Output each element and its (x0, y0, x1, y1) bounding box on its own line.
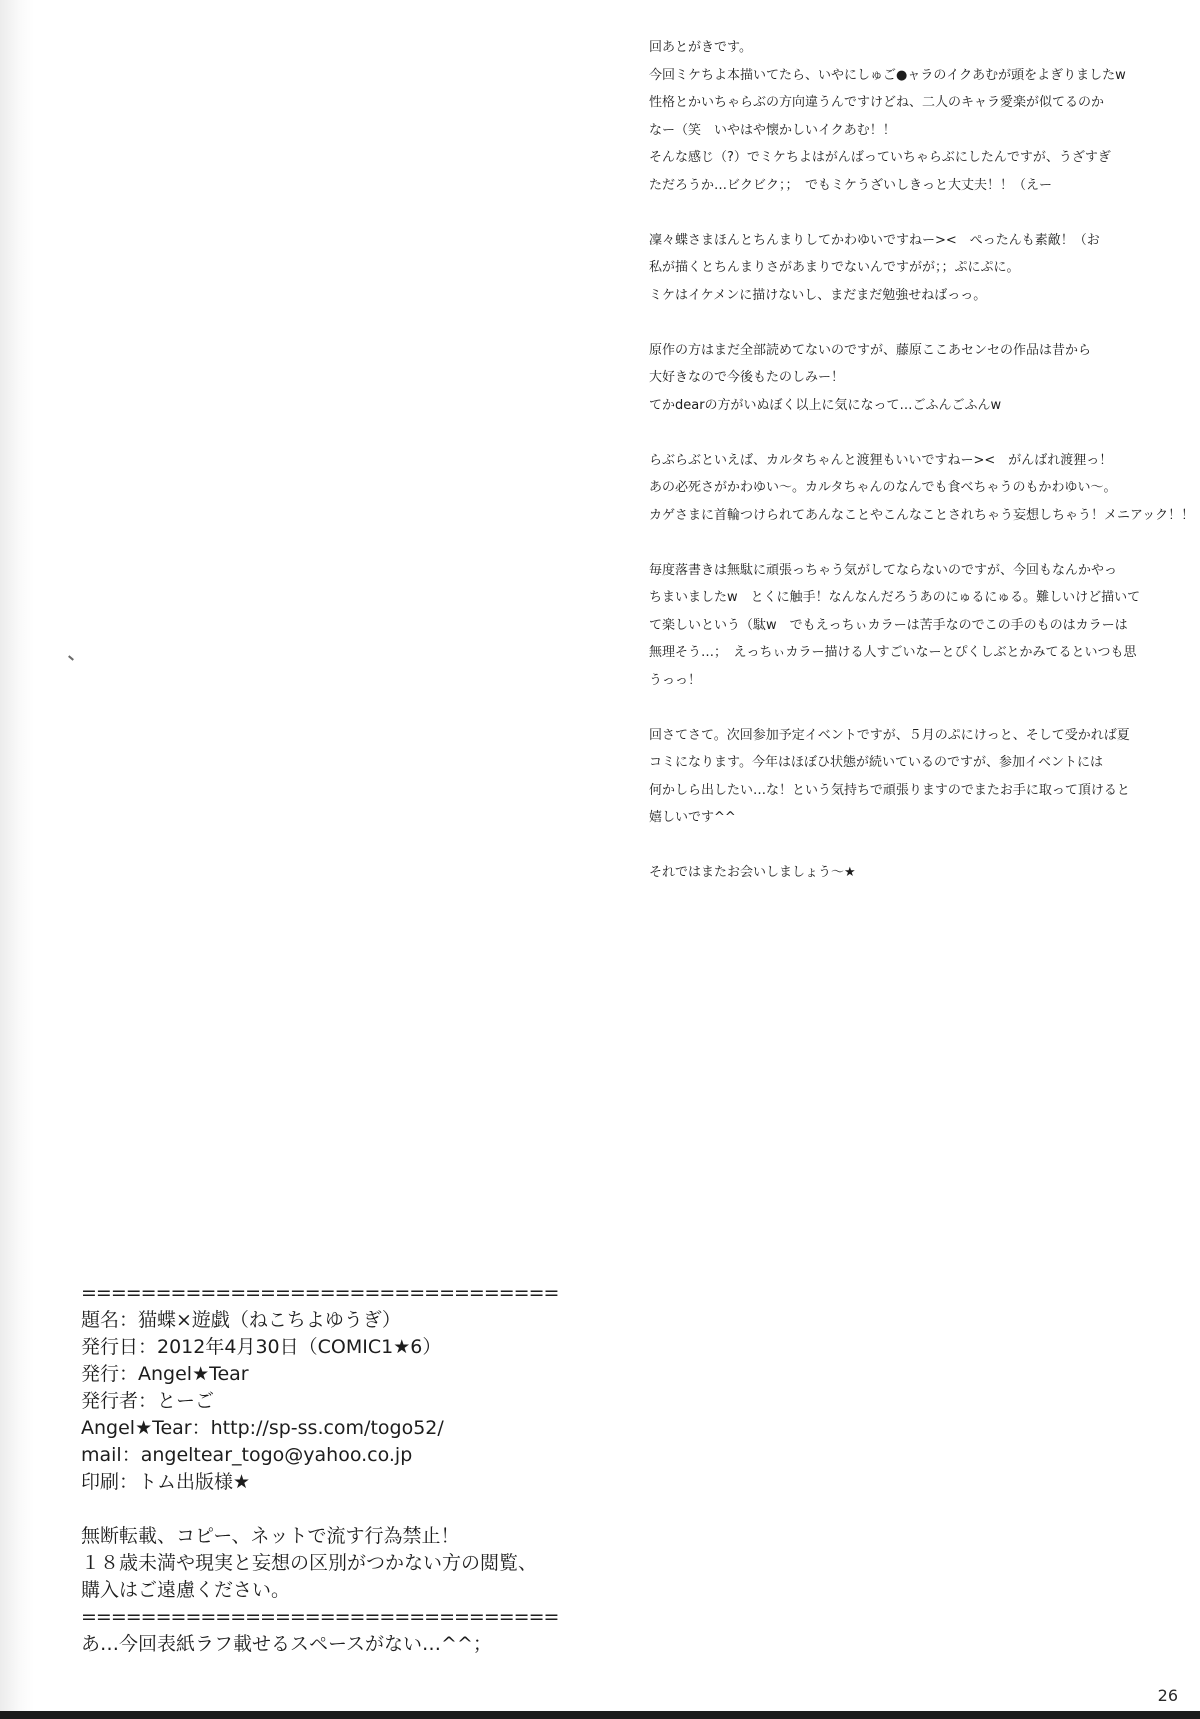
colophon-separator-top: ================================ (81, 1282, 559, 1304)
afterword-line: 毎度落書きは無駄に頑張っちゃう気がしてならないのですが、今回もなんかやっ (649, 562, 1118, 578)
afterword-line: 無理そう…； えっちぃカラー描ける人すごいなーとぴくしぶとかみてるといつも思 (649, 645, 1137, 660)
afterword-line: 回さてさて。次回参加予定イベントですが、５月のぷにけっと、そして受かれば夏 (649, 727, 1130, 743)
afterword-line: カゲさまに首輪つけられてあんなことやこんなことされちゃう妄想しちゃう！メニアック！！ (649, 507, 1195, 523)
afterword-line: コミになります。今年はほぼひ状態が続いているのですが、参加イベントには (649, 755, 1103, 770)
afterword-line: 嬉しいです^^ (649, 810, 736, 825)
afterword-paragraph-6 (649, 722, 1169, 832)
afterword-line: それではまたお会いしましょう〜★ (649, 865, 856, 880)
colophon (81, 1280, 559, 1658)
afterword-line: あの必死さがかわゆい〜。カルタちゃんのなんでも食べちゃうのもかわゆい〜。 (649, 480, 1117, 495)
afterword-line: ミケはイケメンに描けないし、まだまだ勉強せねばっっ。 (649, 287, 987, 303)
afterword-line: 今回ミケちよ本描いてたら、いやにしゅご●ャラのイクあむが頭をよぎりましたw (649, 67, 1126, 83)
colophon-notice-line: １８歳未満や現実と妄想の区別がつかない方の閲覧、 (81, 1552, 538, 1574)
colophon-website: Angel★Tear：http://sp-ss.com/togo52/ (81, 1417, 444, 1439)
afterword-paragraph-4 (649, 447, 1195, 530)
afterword-line: て楽しいという（駄w でもえっちぃカラーは苦手なのでこの手のものはカラーは (649, 617, 1128, 633)
afterword-line: 私が描くとちんまりさがあまりでないんですがが；；ぷにぷに。 (649, 260, 1020, 275)
afterword-line: 性格とかいちゃらぶの方向違うんですけどね、二人のキャラ愛楽が似てるのか (649, 95, 1105, 110)
afterword-line: らぶらぶといえば、カルタちゃんと渡狸もいいですねー>< がんばれ渡狸っ！ (649, 452, 1113, 468)
colophon-issue-date: 発行日：2012年4月30日（COMIC1★6） (81, 1336, 442, 1358)
bottom-border (0, 1711, 1200, 1719)
afterword-paragraph-7 (649, 859, 1169, 887)
page-number: 26 (1157, 1686, 1178, 1705)
afterword-line: うっっ！ (649, 672, 702, 688)
page-binding-shadow (0, 0, 34, 1719)
afterword-text (649, 34, 1195, 914)
afterword-line: 回あとがきです。 (649, 40, 752, 55)
colophon-notice-line: 無断転載、コピー、ネットで流す行為禁止！ (81, 1525, 460, 1547)
colophon-publisher: 発行：Angel★Tear (81, 1363, 249, 1385)
colophon-author: 発行者：とーご (81, 1390, 215, 1412)
afterword-paragraph-5 (649, 557, 1169, 695)
colophon-spacer (81, 1496, 541, 1523)
colophon-title: 題名：猫蝶×遊戯（ねこちよゆうぎ） (81, 1309, 401, 1331)
afterword-paragraph-3 (649, 337, 1169, 420)
afterword-line: そんな感じ（?）でミケちよはがんばっていちゃらぶにしたんですが、うざすぎ (649, 150, 1111, 165)
afterword-line: 原作の方はまだ全部読めてないのですが、藤原ここあセンセの作品は昔から (649, 342, 1092, 358)
afterword-line: なー（笑 いやはや懐かしいイクあむ！！ (649, 122, 896, 138)
afterword-line: ただろうか…ビクビク；； でもミケうざいしきっと大丈夫！！（えー (649, 177, 1053, 193)
afterword-line: 凜々蝶さまほんとちんまりしてかわゆいですねー>< ぺったんも素敵！（お (649, 232, 1100, 248)
scan-speck (68, 655, 74, 660)
afterword-line: てかdearの方がいぬぼく以上に気になって…ごふんごふんw (649, 397, 1002, 413)
colophon-mail: mail：angeltear_togo@yahoo.co.jp (81, 1444, 413, 1466)
afterword-paragraph-1 (649, 34, 1169, 199)
afterword-paragraph-2 (649, 227, 1169, 310)
colophon-separator-bottom: ================================ (81, 1606, 559, 1628)
afterword-line: 何かしら出したい…な！という気持ちで頑張りますのでまたお手に取って頂けると (649, 782, 1130, 798)
afterword-line: 大好きなので今後もたのしみー！ (649, 370, 845, 385)
afterword-line: ちまいましたw とくに触手！なんなんだろうあのにゅるにゅる。難しいけど描いて (649, 590, 1141, 605)
colophon-notice-line: 購入はご遠慮ください。 (81, 1579, 291, 1601)
colophon-printer: 印刷：トム出版様★ (81, 1471, 251, 1493)
colophon-closing-note: あ…今回表紙ラフ載せるスペースがない…^^； (81, 1633, 492, 1655)
